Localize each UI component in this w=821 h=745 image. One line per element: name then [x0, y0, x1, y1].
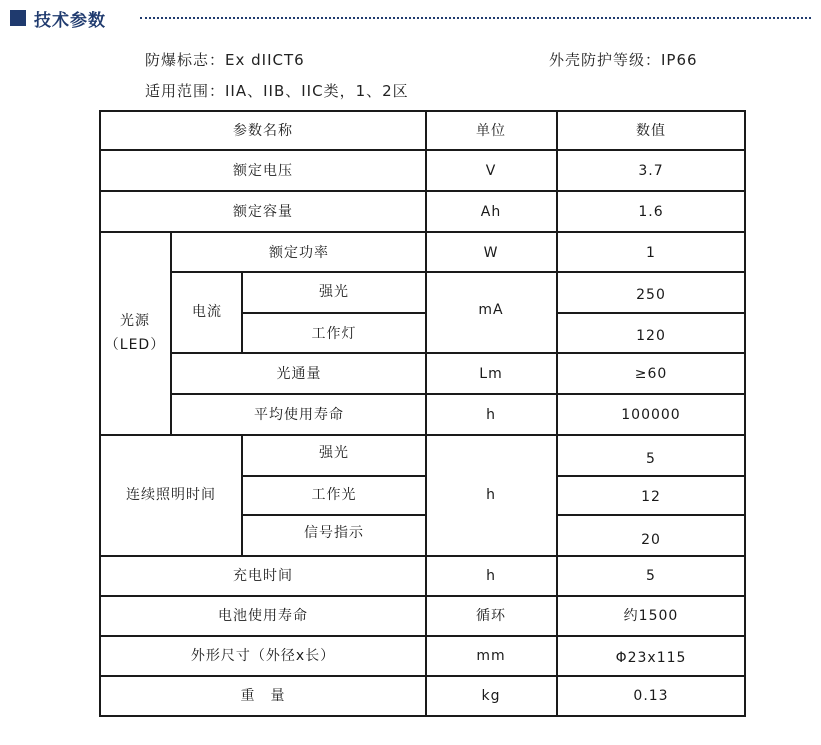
rated-capacity-value: 1.6	[638, 204, 664, 220]
continuous-signal-value: 20	[641, 532, 661, 548]
protection-grade: 外壳防护等级：IP66	[549, 51, 698, 69]
dimensions-label: 外形尺寸（外径x长）	[190, 648, 336, 664]
continuous-unit: h	[486, 487, 496, 503]
section-title: 技术参数	[34, 10, 106, 31]
battery-life-label: 电池使用寿命	[218, 608, 308, 624]
dimensions-value: Φ23x115	[615, 650, 687, 666]
rated-capacity-unit: Ah	[480, 204, 502, 220]
weight-value: 0.13	[633, 688, 669, 704]
continuous-strong-label: 强光	[319, 445, 349, 461]
weight-label: 重 量	[240, 688, 286, 704]
current-strong-label: 强光	[319, 284, 349, 300]
current-label: 电流	[192, 304, 222, 320]
average-life-unit: h	[486, 407, 496, 423]
application-scope: 适用范围：IIA、IIB、IIC类，1、2区	[145, 82, 409, 100]
charge-time-value: 5	[646, 568, 656, 584]
charge-time-unit: h	[486, 568, 496, 584]
rated-voltage-value: 3.7	[638, 163, 664, 179]
rated-power-label: 额定功率	[269, 245, 329, 261]
header-value: 数值	[636, 123, 666, 139]
weight-unit: kg	[481, 688, 501, 704]
explosion-mark: 防爆标志：Ex dIICT6	[145, 51, 305, 69]
spec-table	[99, 110, 746, 717]
continuous-strong-value: 5	[646, 451, 656, 467]
battery-life-unit: 循环	[476, 608, 506, 624]
rated-voltage-label: 额定电压	[233, 163, 293, 179]
section-heading	[10, 7, 106, 29]
current-strong-value: 250	[636, 287, 666, 303]
current-unit: mA	[478, 302, 504, 318]
rated-power-value: 1	[646, 245, 656, 261]
luminous-flux-unit: Lm	[479, 366, 503, 382]
light-source-led-label: （LED）	[104, 337, 166, 353]
continuous-lighting-label: 连续照明时间	[126, 487, 216, 503]
average-life-label: 平均使用寿命	[254, 407, 344, 423]
rated-capacity-label: 额定容量	[233, 204, 293, 220]
rated-voltage-unit: V	[485, 163, 497, 179]
battery-life-value: 约1500	[623, 608, 679, 624]
average-life-value: 100000	[621, 407, 681, 423]
current-work-value: 120	[636, 328, 666, 344]
dimensions-unit: mm	[476, 648, 506, 664]
current-work-label: 工作灯	[311, 326, 357, 342]
luminous-flux-value: ≥60	[634, 366, 668, 382]
continuous-signal-label: 信号指示	[304, 525, 364, 541]
continuous-work-label: 工作光	[311, 487, 357, 503]
luminous-flux-label: 光通量	[276, 366, 322, 382]
header-unit: 单位	[476, 123, 506, 139]
continuous-work-value: 12	[641, 489, 661, 505]
rated-power-unit: W	[483, 245, 499, 261]
header-param-name: 参数名称	[233, 123, 293, 139]
heading-divider	[140, 17, 811, 19]
heading-square-icon	[10, 10, 26, 26]
light-source-label: 光源	[120, 313, 150, 329]
charge-time-label: 充电时间	[233, 568, 293, 584]
